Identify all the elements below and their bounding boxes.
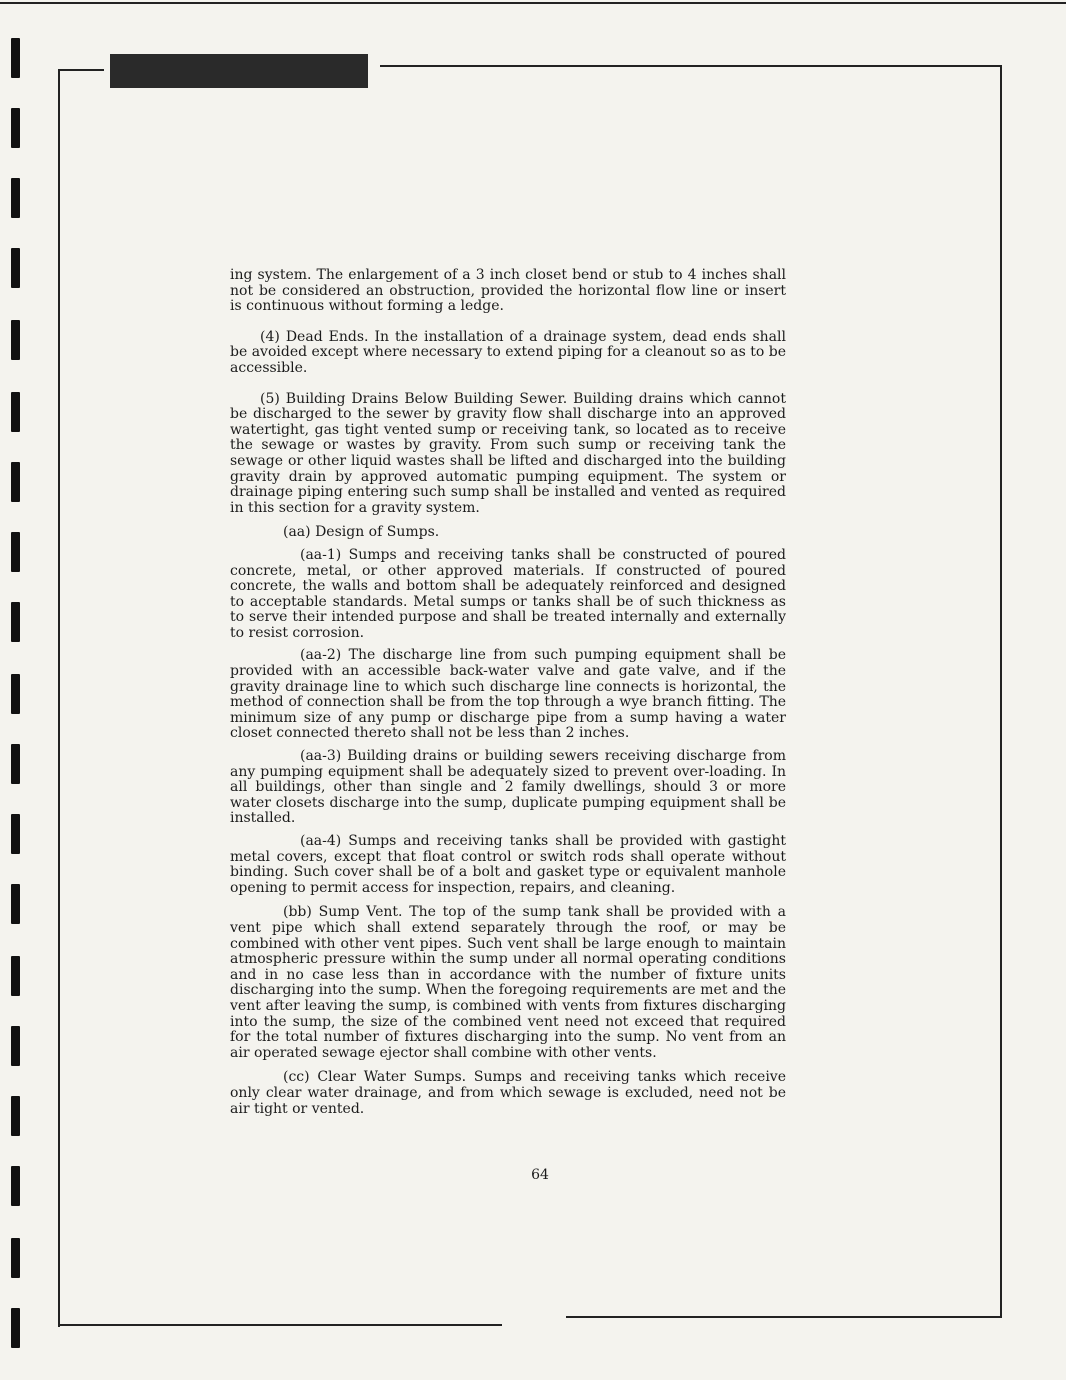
- binding-hole: [11, 108, 20, 148]
- paragraph-dead-ends: (4) Dead Ends. In the installation of a drainage system, dead ends shall be avoided except where necessary to extend piping for a cleanout so as to be accessible.: [230, 328, 786, 376]
- page-frame-left: [58, 69, 60, 1327]
- paragraph-continuation: ing system. The enlargement of a 3 inch closet bend or stub to 4 inches shall not be considered an obstruction, provided the horizontal flow line or insert is continuous without forming a ledge.: [230, 267, 786, 315]
- binding-hole: [11, 462, 20, 502]
- page-frame-bottom-right: [566, 1316, 1002, 1318]
- document-body: [230, 268, 786, 1117]
- paragraph-aa-2: (aa-2) The discharge line from such pumping equipment shall be provided with an accessible back-water valve and gate valve, and if the gravity drainage line to which such discharge line connects is horizontal, the method of connection shall be from the top through a wye branch fitting. The minimum size of any pump or discharge pipe from a sump having a water closet connected thereto shall not be less than 2 inches.: [230, 647, 786, 742]
- binding-hole: [11, 178, 20, 218]
- binding-hole: [11, 674, 20, 714]
- binding-hole: [11, 956, 20, 996]
- paragraph-aa-3: (aa-3) Building drains or building sewers receiving discharge from any pumping equipment shall be adequately sized to prevent over-loading. In all buildings, other than single and 2 family dwellings, should 3 or more water closets discharge into the sump, duplicate pumping equipment shall be installed.: [230, 748, 786, 827]
- page-frame-top-right: [380, 65, 1000, 67]
- paragraph-aa-4: (aa-4) Sumps and receiving tanks shall be provided with gastight metal covers, except that float control or switch rods shall operate without binding. Such cover shall be of a bolt and gasket type or equivalent manhole opening to permit access for inspection, repairs, and cleaning.: [230, 833, 786, 896]
- paragraph-aa-1: (aa-1) Sumps and receiving tanks shall be constructed of poured concrete, metal, or other approved materials. If constructed of poured concrete, the walls and bottom shall be adequately reinforced and designed to acceptable standards. Metal sumps or tanks shall be of such thickness as to serve their intended purpose and shall be treated internally and externally to resist corrosion.: [230, 546, 786, 641]
- binding-hole: [11, 1096, 20, 1136]
- paragraph-building-drains: (5) Building Drains Below Building Sewer. Building drains which cannot be discharged to the sewer by gravity flow shall discharge into an approved watertight, gas tight vented sump or receiving tank, so located as to receive the sewage or wastes by gravity. From such sump or receiving tank the sewage or other liquid wastes shall be lifted and discharged into the building gravity drain by approved automatic pumping equipment. The system or drainage piping entering such sump shall be installed and vented as required in this section for a gravity system.: [230, 390, 786, 516]
- paragraph-clear-water-sumps: (cc) Clear Water Sumps. Sumps and receiving tanks which receive only clear water drainage, and from which sewage is excluded, need not be air tight or vented.: [230, 1069, 786, 1117]
- binding-hole: [11, 1308, 20, 1348]
- page-frame-top-left: [60, 69, 104, 71]
- binding-hole: [11, 1026, 20, 1066]
- binding-hole: [11, 1238, 20, 1278]
- page-frame-right: [1000, 65, 1002, 1318]
- paragraph-sump-vent: (bb) Sump Vent. The top of the sump tank shall be provided with a vent pipe which shall extend separately through the roof, or may be combined with other vent pipes. Such vent shall be large enough to maintain atmospheric pressure within the sump under all normal operating conditions and in no case less than in accordance with the number of fixture units discharging into the sump. When the foregoing requirements are met and the vent after leaving the sump, is combined with vents from fixtures discharging into the sump, the size of the combined vent need not exceed that required for the total number of fixtures discharging into the sump. No vent from an air operated sewage ejector shall combine with other vents.: [230, 904, 786, 1061]
- binding-hole: [11, 744, 20, 784]
- binding-hole: [11, 320, 20, 360]
- binding-hole: [11, 532, 20, 572]
- subheading-design-of-sumps: (aa) Design of Sumps.: [283, 524, 440, 541]
- binding-hole: [11, 814, 20, 854]
- page-number: 64: [531, 1167, 549, 1183]
- header-redaction-bar: [110, 54, 368, 88]
- scan-top-edge: [0, 2, 1066, 4]
- binding-hole: [11, 602, 20, 642]
- binding-hole: [11, 392, 20, 432]
- binding-hole: [11, 884, 20, 924]
- binding-hole: [11, 248, 20, 288]
- binding-hole: [11, 38, 20, 78]
- page-frame-bottom-left: [58, 1324, 502, 1326]
